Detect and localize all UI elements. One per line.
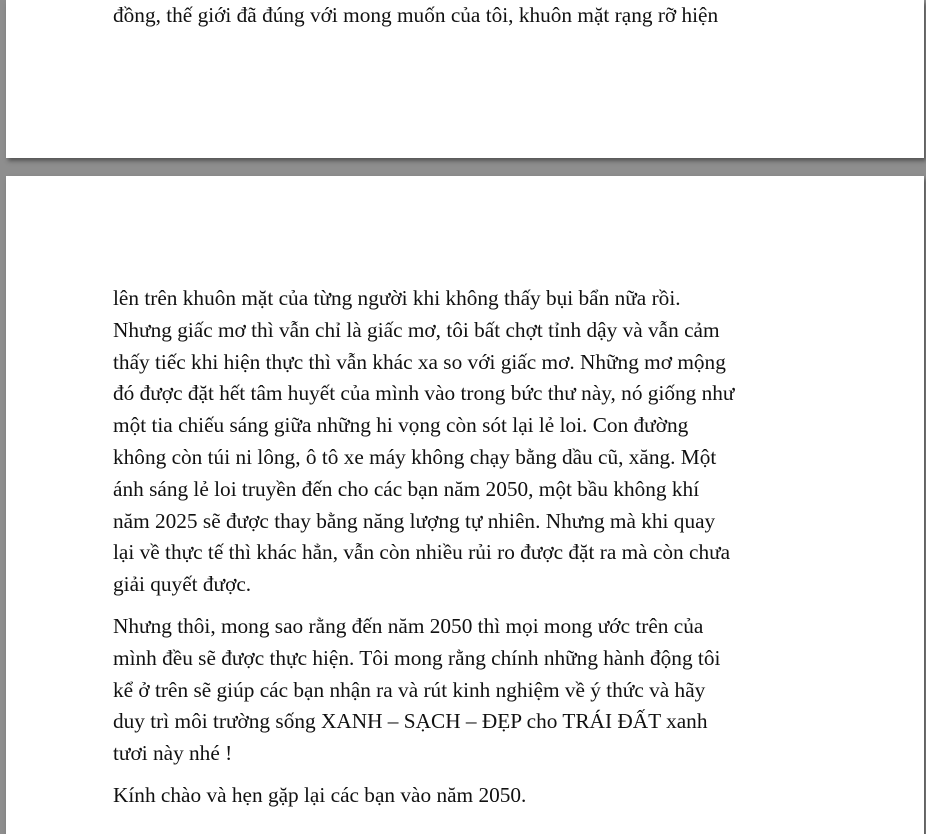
text-line: năm 2025 sẽ được thay bằng năng lượng tự nhiên. Nhưng mà khi quay <box>113 508 716 533</box>
text-line: duy trì môi trường sống XANH – SẠCH – ĐẸP cho TRÁI ĐẤT xanh <box>113 709 708 734</box>
text-line: giải quyết được. <box>113 572 252 597</box>
text-line: ánh sáng lẻ loi truyền đến cho các bạn năm 2050, một bầu không khí <box>113 476 700 501</box>
page-text-block <box>113 0 843 42</box>
paragraph-1 <box>113 283 843 601</box>
text-line: Kính chào và hẹn gặp lại các bạn vào năm 2050. <box>113 782 527 807</box>
text-line: một tia chiếu sáng giữa những hi vọng còn sót lại lẻ loi. Con đường <box>113 413 689 438</box>
text-line: Nhưng giấc mơ thì vẫn chỉ là giấc mơ, tôi bất chợt tỉnh dậy và vẫn cảm <box>113 317 720 342</box>
text-line: thấy tiếc khi hiện thực thì vẫn khác xa so với giấc mơ. Những mơ mộng <box>113 349 726 374</box>
text-line: kể ở trên sẽ giúp các bạn nhận ra và rút kinh nghiệm về ý thức và hãy <box>113 677 706 702</box>
page-text-block <box>113 283 843 822</box>
paragraph-continued <box>113 0 843 32</box>
document-page-previous <box>6 0 924 158</box>
paragraph-3 <box>113 780 843 812</box>
document-page-current <box>6 176 924 834</box>
text-line: đồng, thế giới đã đúng với mong muốn của tôi, khuôn mặt rạng rỡ hiện <box>113 3 719 27</box>
text-line: lên trên khuôn mặt của từng người khi không thấy bụi bẩn nữa rồi. <box>113 286 681 310</box>
text-line: không còn túi ni lông, ô tô xe máy không chạy bằng dầu cũ, xăng. Một <box>113 444 717 469</box>
text-line: đó được đặt hết tâm huyết của mình vào trong bức thư này, nó giống như <box>113 381 735 406</box>
text-line: Nhưng thôi, mong sao rằng đến năm 2050 thì mọi mong ước trên của <box>113 613 704 638</box>
text-line: lại về thực tế thì khác hẳn, vẫn còn nhiều rủi ro được đặt ra mà còn chưa <box>113 540 731 565</box>
text-line: mình đều sẽ được thực hiện. Tôi mong rằng chính những hành động tôi <box>113 645 721 670</box>
text-line: tươi này nhé ! <box>113 741 233 766</box>
paragraph-2 <box>113 611 843 770</box>
